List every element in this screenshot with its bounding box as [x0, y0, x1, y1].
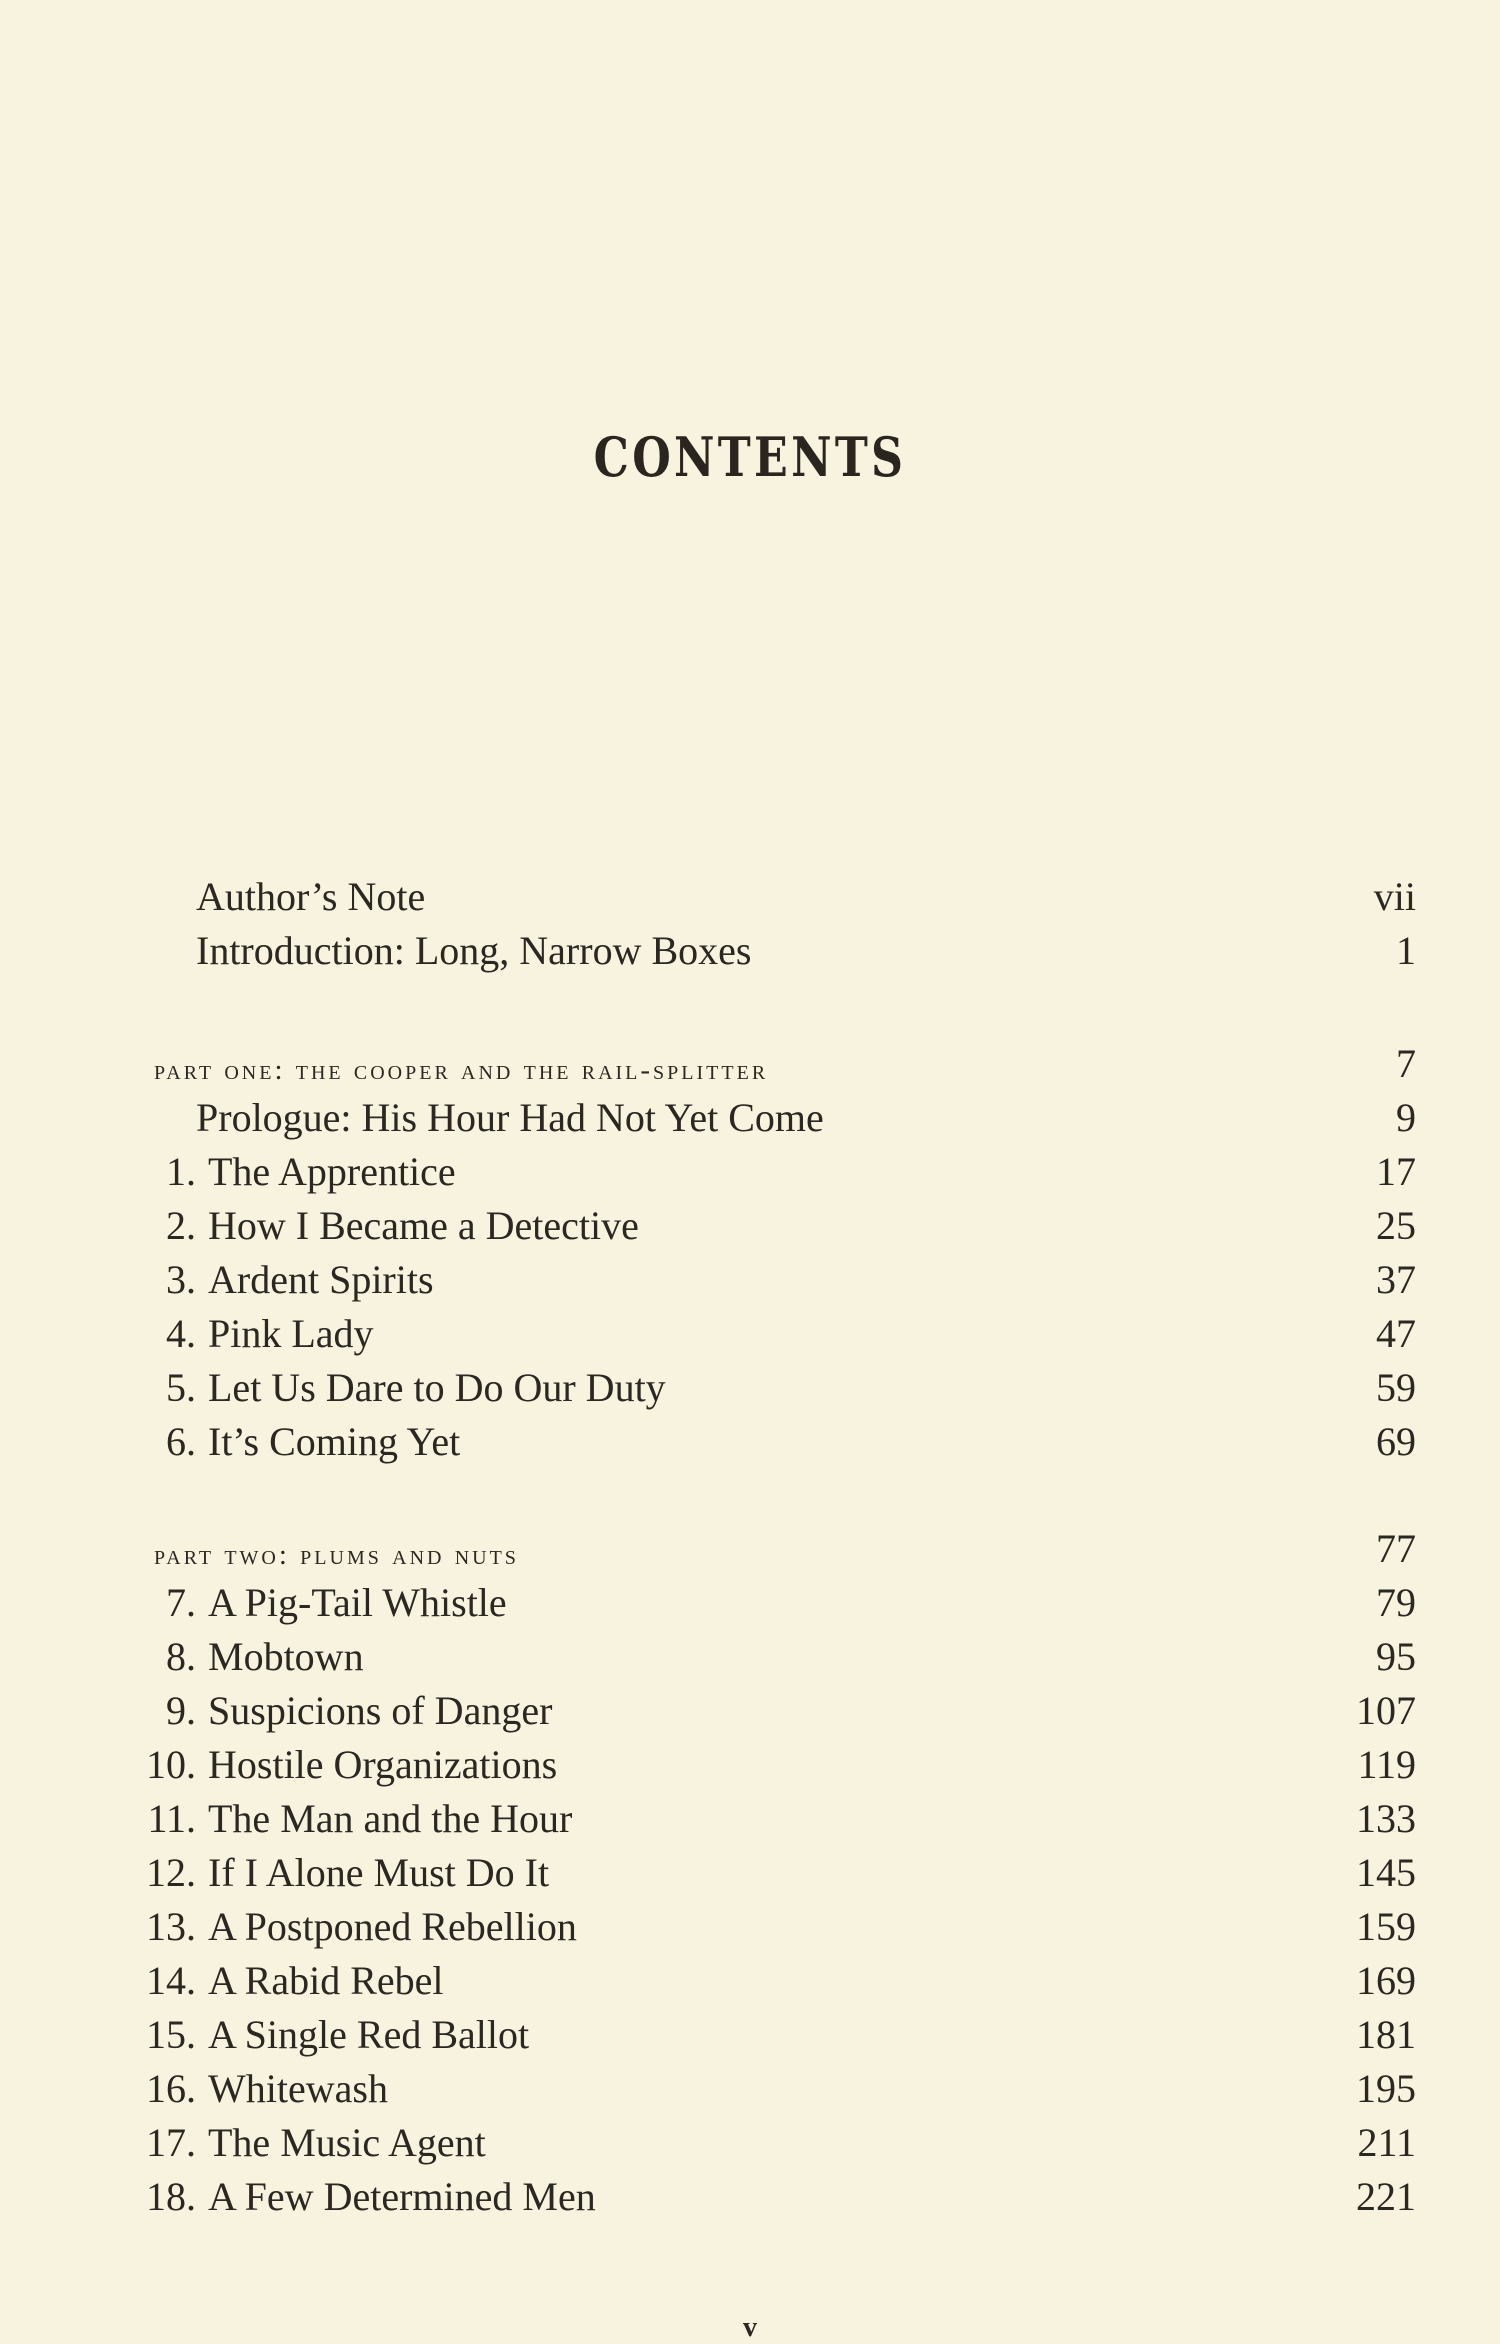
chapter-page: 211: [1357, 2120, 1416, 2165]
part-two: [0, 1525, 1500, 2227]
chapter-number: 13.: [146, 1904, 196, 1949]
toc-chapter: [134, 1903, 577, 1950]
chapter-number: 11.: [147, 1796, 196, 1841]
chapter-page: 159: [1356, 1904, 1416, 1949]
chapter-page: 25: [1376, 1203, 1416, 1248]
folio-page-number: v: [743, 2312, 757, 2343]
toc-chapter-entry: [0, 1418, 1500, 1472]
toc-entry: [0, 1094, 1500, 1148]
chapter-title: A Few Determined Men: [208, 2174, 596, 2219]
chapter-title: Suspicions of Danger: [208, 1688, 553, 1733]
chapter-title: The Apprentice: [208, 1149, 456, 1194]
chapter-number: 3.: [166, 1257, 196, 1302]
toc-entry-label: Author’s Note: [196, 874, 426, 919]
toc-entry: [0, 873, 1500, 927]
chapter-page: 47: [1376, 1311, 1416, 1356]
chapter-page: 195: [1356, 2066, 1416, 2111]
toc-entry-page: 1: [1396, 928, 1416, 973]
toc-chapter: [134, 2173, 596, 2220]
part-page: 7: [1396, 1041, 1416, 1086]
chapter-page: 133: [1356, 1796, 1416, 1841]
chapter-title: Pink Lady: [208, 1311, 374, 1356]
chapter-page: 119: [1357, 1742, 1416, 1787]
toc-chapter-entry: [0, 1957, 1500, 2011]
chapter-number: 12.: [146, 1850, 196, 1895]
chapter-page: 145: [1356, 1850, 1416, 1895]
chapter-title: How I Became a Detective: [208, 1203, 639, 1248]
toc-chapter-entry: [0, 1579, 1500, 1633]
toc-entry-page: 9: [1396, 1095, 1416, 1140]
chapter-page: 37: [1376, 1257, 1416, 1302]
toc-chapter: [134, 2119, 486, 2166]
toc-chapter: [134, 1256, 434, 1303]
chapter-title: A Pig-Tail Whistle: [208, 1580, 507, 1625]
chapter-title: A Postponed Rebellion: [208, 1904, 577, 1949]
chapter-page: 181: [1356, 2012, 1416, 2057]
chapter-page: 95: [1376, 1634, 1416, 1679]
part-heading: [0, 1040, 1500, 1094]
toc-chapter-entry: [0, 1256, 1500, 1310]
chapter-title: If I Alone Must Do It: [208, 1850, 550, 1895]
chapter-number: 4.: [166, 1311, 196, 1356]
chapter-number: 17.: [146, 2120, 196, 2165]
toc-chapter-entry: [0, 1202, 1500, 1256]
chapter-number: 15.: [146, 2012, 196, 2057]
chapter-number: 7.: [166, 1580, 196, 1625]
chapter-title: Whitewash: [208, 2066, 388, 2111]
toc-chapter: [134, 1310, 374, 1357]
toc-chapter-entry: [0, 2065, 1500, 2119]
chapter-title: Hostile Organizations: [208, 1742, 558, 1787]
toc-chapter: [134, 1418, 460, 1465]
toc-chapter: [134, 1148, 456, 1195]
toc-entry-label: Prologue: His Hour Had Not Yet Come: [196, 1095, 824, 1140]
chapter-title: A Single Red Ballot: [208, 2012, 530, 2057]
part-title: part one: the cooper and the rail-splitter: [154, 1054, 769, 1086]
chapter-number: 5.: [166, 1365, 196, 1410]
chapter-page: 169: [1356, 1958, 1416, 2003]
chapter-title: Mobtown: [208, 1634, 364, 1679]
toc-chapter-entry: [0, 1148, 1500, 1202]
toc-chapter-entry: [0, 1310, 1500, 1364]
toc-chapter: [134, 1957, 444, 2004]
chapter-number: 6.: [166, 1419, 196, 1464]
chapter-number: 14.: [146, 1958, 196, 2003]
toc-chapter: [134, 1364, 666, 1411]
chapter-number: 1.: [166, 1149, 196, 1194]
toc-chapter: [134, 1741, 557, 1788]
chapter-page: 221: [1356, 2174, 1416, 2219]
chapter-page: 17: [1376, 1149, 1416, 1194]
toc-chapter: [134, 1202, 639, 1249]
chapter-title: The Music Agent: [208, 2120, 486, 2165]
chapter-title: The Man and the Hour: [208, 1796, 573, 1841]
front-matter: [0, 873, 1500, 981]
toc-chapter: [134, 2065, 388, 2112]
page-title: CONTENTS: [593, 425, 907, 489]
chapter-page: 59: [1376, 1365, 1416, 1410]
chapter-number: 8.: [166, 1634, 196, 1679]
chapter-number: 10.: [146, 1742, 196, 1787]
toc-entry-label: Introduction: Long, Narrow Boxes: [196, 928, 752, 973]
toc-chapter-entry: [0, 1795, 1500, 1849]
toc-chapter-entry: [0, 2173, 1500, 2227]
toc-chapter-entry: [0, 1633, 1500, 1687]
toc-chapter-entry: [0, 1849, 1500, 1903]
part-page: 77: [1376, 1526, 1416, 1571]
toc-chapter-entry: [0, 2119, 1500, 2173]
toc-chapter: [134, 1849, 549, 1896]
toc-chapter: [134, 1687, 552, 1734]
toc-chapter-entry: [0, 1903, 1500, 1957]
chapter-number: 18.: [146, 2174, 196, 2219]
toc-chapter-entry: [0, 1687, 1500, 1741]
chapter-title: Ardent Spirits: [208, 1257, 434, 1302]
chapter-number: 16.: [146, 2066, 196, 2111]
toc-chapter: [134, 1633, 364, 1680]
part-one: [0, 1040, 1500, 1472]
chapter-title: Let Us Dare to Do Our Duty: [208, 1365, 666, 1410]
toc-entry-page: vii: [1373, 874, 1416, 919]
toc-chapter: [134, 2011, 529, 2058]
toc-entry: [0, 927, 1500, 981]
chapter-title: It’s Coming Yet: [208, 1419, 461, 1464]
part-heading: [0, 1525, 1500, 1579]
toc-chapter-entry: [0, 1741, 1500, 1795]
chapter-page: 107: [1356, 1688, 1416, 1733]
part-title: part two: plums and nuts: [154, 1539, 519, 1571]
chapter-page: 69: [1376, 1419, 1416, 1464]
toc-chapter: [134, 1579, 507, 1626]
chapter-page: 79: [1376, 1580, 1416, 1625]
toc-chapter-entry: [0, 1364, 1500, 1418]
chapter-number: 9.: [166, 1688, 196, 1733]
chapter-title: A Rabid Rebel: [208, 1958, 444, 2003]
chapter-number: 2.: [166, 1203, 196, 1248]
toc-chapter-entry: [0, 2011, 1500, 2065]
toc-chapter: [134, 1795, 572, 1842]
